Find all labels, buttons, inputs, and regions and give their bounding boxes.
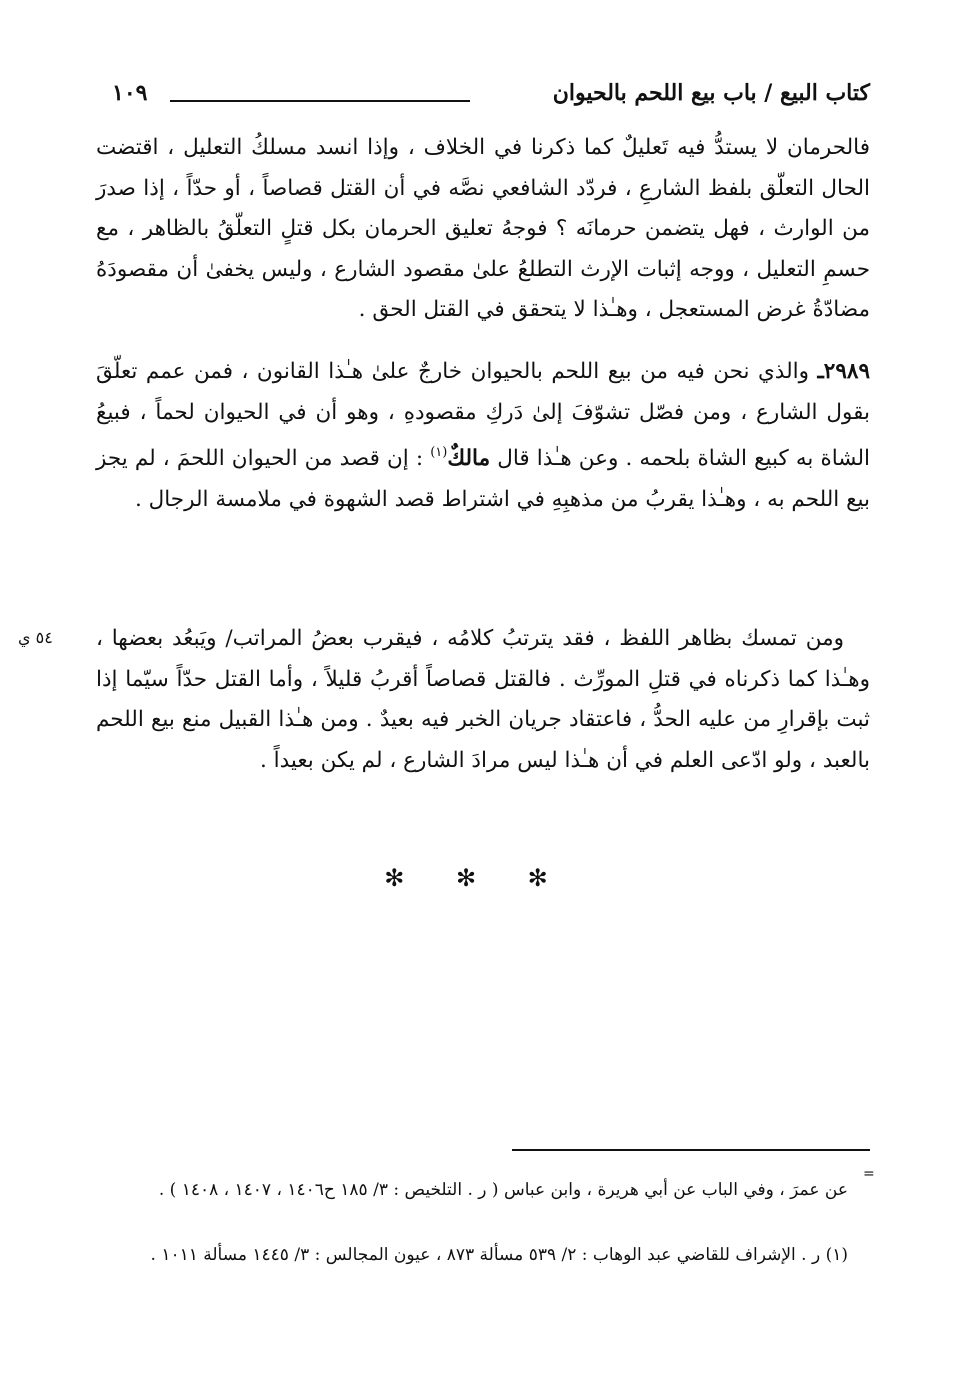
paragraph-3 — [96, 619, 870, 781]
paragraph-number: ٢٩٨٩ـ — [817, 359, 870, 384]
footnote-1: (١) ر . الإشراف للقاضي عبد الوهاب : ٢/ ٥٣٩ مسألة ٨٧٣ ، عيون المجالس : ٣/ ١٤٤٥ مسألة ١٠١١ . — [150, 1245, 848, 1265]
page-number: ١٠٩ — [112, 80, 148, 106]
paragraph-2989 — [96, 352, 870, 520]
paragraph-text: والذي نحن فيه من بيع اللحم بالحيوان خارجٌ علىٰ هـٰذا القانون ، فمن عمم تعلّقَ بقول الشارع ، ومن فصّل تشوّفَ إلىٰ دَركِ مقصودهِ ، وهو أن في الحيوان لحماً ، فبيعُ الشاة به كبيع الشاة بلحمه . وعن هـٰذا قال — [96, 359, 871, 471]
paragraph-text: : إن قصد من الحيوان اللحمَ ، لم يجز بيع اللحم به ، وهـٰذا يقربُ من مذهبِهِ في اشتراط قصد الشهوة في ملامسة الرجال . — [96, 446, 870, 512]
manuscript-folio-note: ٥٤ ي — [18, 628, 53, 647]
running-header — [112, 80, 870, 116]
footnote-reference[interactable]: (١) — [430, 445, 448, 460]
scholar-name: مالكٌ — [447, 446, 491, 471]
footnote-continuation-mark: = — [863, 1166, 875, 1182]
section-separator: ✻ ✻ ✻ — [384, 864, 570, 892]
footnote-rule — [512, 1149, 870, 1151]
paragraph-text: ومن تمسك بظاهر اللفظ ، فقد يترتبُ كلامُه ، فيقرب بعضُ المراتب/ ويَبعُد بعضها ، وهـٰذا كما ذكرناه في قتلِ المورِّث . فالقتل قصاصاً أقربُ قليلاً ، وأما القتل حدّاً سيّما إذا ثبت بإقرارِ من عليه الحدُّ ، فاعتقاد جريان الخبر فيه بعيدٌ . ومن هـٰذا القبيل منع بيع اللحم بالعبد ، ولو ادّعى العلم في أن هـٰذا ليس مرادَ الشارع ، لم يكن بعيداً . — [96, 626, 870, 773]
paragraph-1: فالحرمان لا يستدُّ فيه تَعليلٌ كما ذكرنا في الخلاف ، وإذا انسد مسلكُ التعليل ، اقتضت الحال التعلّق بلفظ الشارعِ ، فردّد الشافعي نصَّه في أن القتل قصاصاً ، أو حدّاً ، إذا صدرَ من الوارث ، فهل يتضمن حرمانَه ؟ فوجهُ تعليق الحرمان بكل قتلٍ التعلّقُ بالظاهر ، مع حسمِ التعليل ، ووجه إثبات الإرث التطلعُ علىٰ مقصود الشارع ، وليس يخفىٰ أن مقصودَهُ مضادّةُ غرض المستعجل ، وهـٰذا لا يتحقق في القتل الحق . — [96, 135, 870, 322]
header-rule — [170, 100, 470, 102]
footnote-continuation: عن عمرَ ، وفي الباب عن أبي هريرة ، وابن عباس ( ر . التلخيص : ٣/ ١٨٥ ح١٤٠٦ ، ١٤٠٧ ، ١٤٠٨ ) . — [158, 1180, 848, 1200]
header-title: كتاب البيع / باب بيع اللحم بالحيوان — [552, 80, 870, 106]
